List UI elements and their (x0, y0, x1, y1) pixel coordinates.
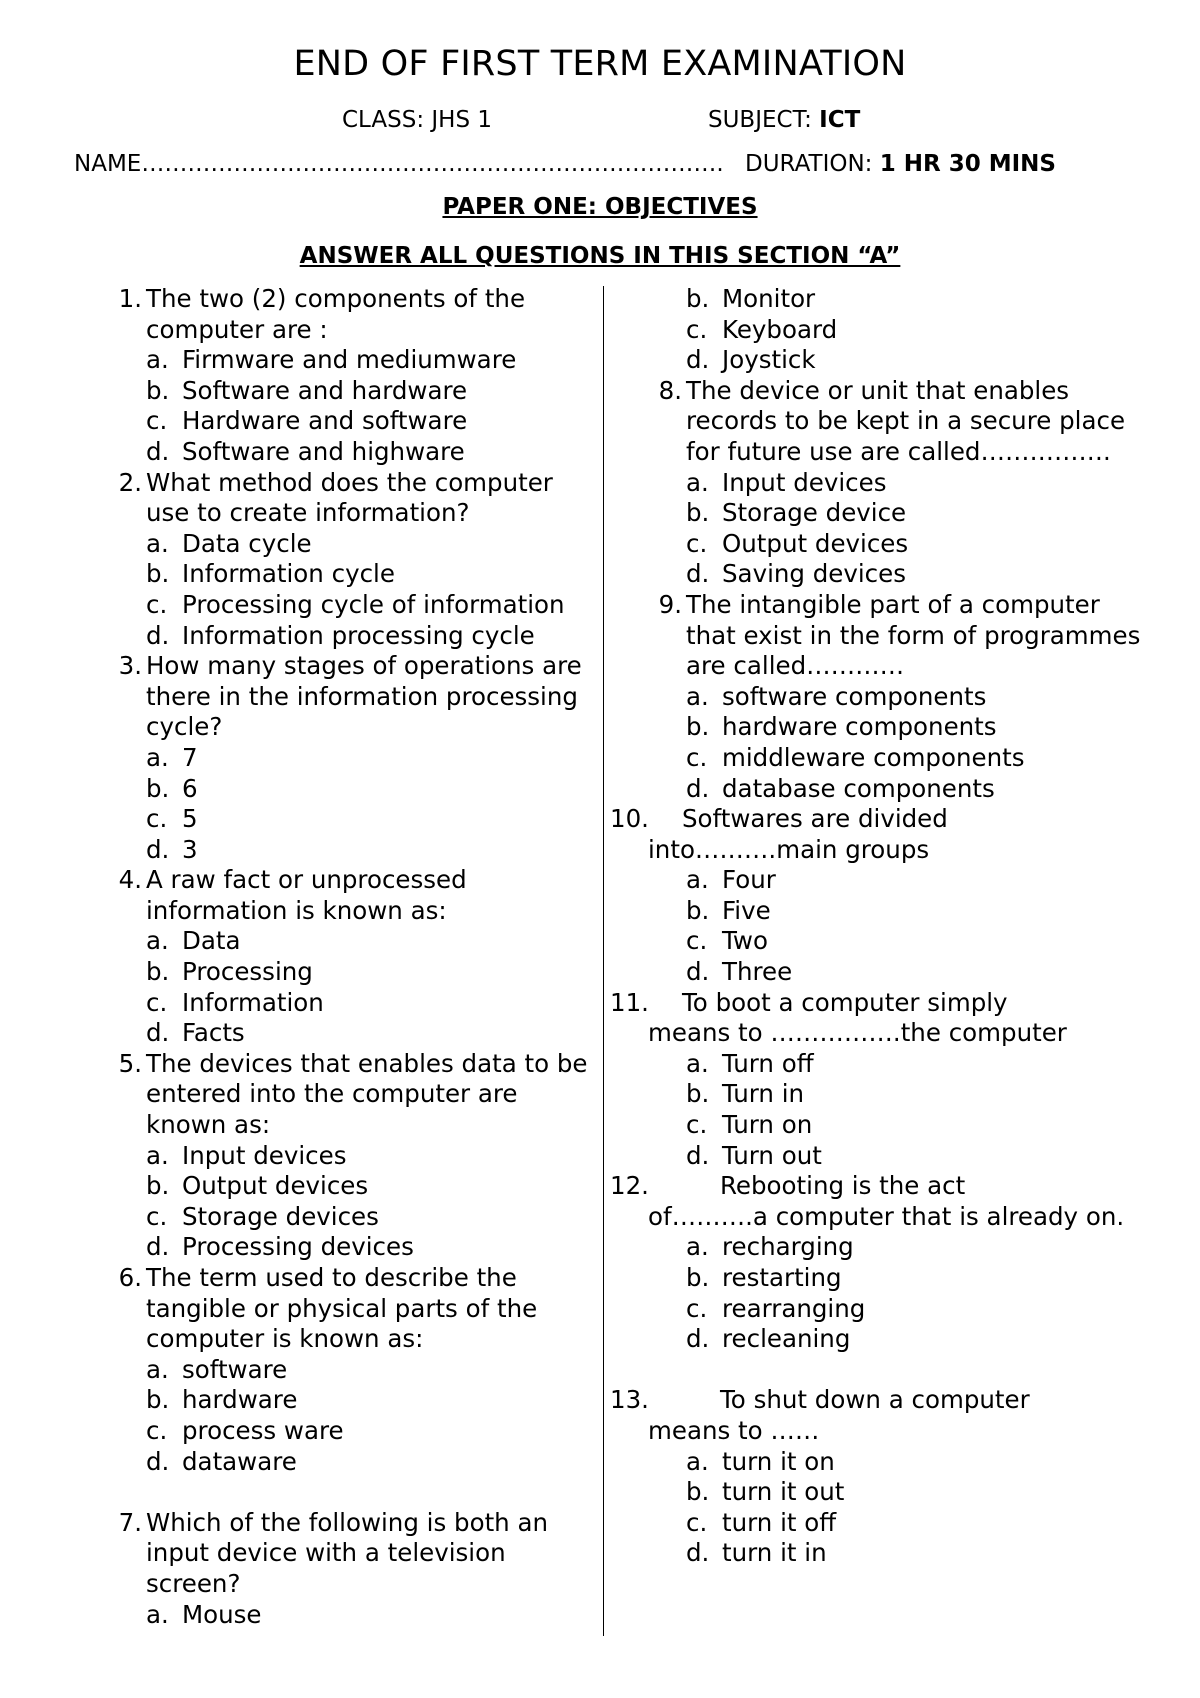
question-text (108, 1263, 598, 1355)
option-letter: d. (146, 834, 170, 864)
option-letter: b. (686, 712, 710, 742)
question-12 (610, 1171, 1143, 1355)
option-letter: d. (686, 1140, 710, 1170)
option-text: Software and highware (182, 436, 465, 466)
option-text: software components (722, 681, 987, 711)
option-letter: a. (686, 467, 709, 497)
subject-value: ICT (819, 107, 861, 133)
question-stem: The term used to describe the tangible or physical parts of the computer is known as: (146, 1263, 538, 1354)
option-c (108, 590, 598, 621)
option-text: Hardware and software (182, 406, 468, 436)
option-text: dataware (182, 1446, 297, 1476)
section-instruction: ANSWER ALL QUESTIONS IN THIS SECTION “A” (299, 243, 901, 269)
option-text: 6 (182, 773, 198, 803)
option-b (648, 712, 1143, 743)
question-text (648, 590, 1143, 682)
left-column (108, 284, 598, 1630)
option-d (108, 1447, 598, 1478)
option-letter: c. (686, 742, 708, 772)
option-letter: a. (146, 742, 169, 772)
option-c (108, 1202, 598, 1233)
option-letter: b. (146, 1171, 170, 1201)
option-c (648, 1294, 1143, 1325)
option-text: middleware components (722, 742, 1025, 772)
option-letter: d. (686, 345, 710, 375)
option-letter: b. (686, 1263, 710, 1292)
question-text (610, 1171, 1143, 1202)
subject-line (708, 107, 860, 133)
class-label: CLASS: JHS 1 (342, 107, 493, 133)
question-text (108, 651, 598, 743)
option-text: turn it out (722, 1477, 845, 1507)
option-text: Processing (182, 957, 313, 987)
option-b (108, 957, 598, 988)
option-c (108, 804, 598, 835)
option-text: 5 (182, 804, 198, 834)
question-stem-first: To shut down a computer (720, 1385, 1030, 1415)
question-stem-rest: of……….a computer that is already on. (648, 1201, 1125, 1231)
option-text: Firmware and mediumware (182, 345, 517, 375)
question-6 (108, 1263, 598, 1477)
question-text (610, 804, 1143, 835)
option-c (648, 926, 1143, 957)
option-c (108, 406, 598, 437)
option-letter: d. (146, 436, 170, 466)
question-stem: The intangible part of a computer that exist in the form of programmes are called………… (686, 589, 1141, 681)
question-text (108, 865, 598, 926)
option-text: rearranging (722, 1293, 866, 1323)
option-c (648, 315, 1143, 346)
option-text: Input devices (722, 467, 887, 497)
option-b (108, 1385, 598, 1416)
question-number: 2. (118, 467, 142, 497)
option-letter: b. (686, 284, 710, 313)
option-letter: a. (146, 528, 169, 558)
option-a (648, 865, 1143, 896)
exam-title: END OF FIRST TERM EXAMINATION (293, 44, 907, 84)
option-a (648, 1049, 1143, 1080)
option-letter: a. (146, 345, 169, 375)
option-text: Information processing cycle (182, 620, 535, 650)
option-text: Processing cycle of information (182, 589, 565, 619)
option-d (648, 1324, 1143, 1355)
option-letter: c. (686, 1110, 708, 1140)
option-text: Input devices (182, 1140, 347, 1170)
question-2 (108, 468, 598, 652)
option-text: Mouse (182, 1599, 262, 1629)
option-a (108, 1141, 598, 1172)
option-text: recharging (722, 1232, 854, 1262)
question-text (108, 468, 598, 529)
option-letter: b. (686, 1079, 710, 1109)
option-text: Turn off (722, 1048, 814, 1078)
option-c (648, 743, 1143, 774)
option-letter: d. (686, 773, 710, 803)
option-text: Output devices (722, 528, 909, 558)
duration-value: 1 HR 30 MINS (879, 151, 1057, 177)
right-column (610, 284, 1143, 1569)
option-a (108, 1600, 598, 1631)
option-text: Data cycle (182, 528, 312, 558)
option-a (108, 926, 598, 957)
question-text (648, 376, 1143, 468)
option-letter: d. (686, 559, 710, 589)
duration-line (745, 151, 1056, 177)
option-letter: c. (686, 528, 708, 558)
spacer (108, 1477, 598, 1508)
question-number: 6. (118, 1263, 142, 1292)
question-stem: The devices that enables data to be entered into the computer are known as: (146, 1048, 588, 1140)
option-d (648, 1141, 1143, 1172)
option-letter: a. (686, 1048, 709, 1078)
option-b (648, 284, 1143, 315)
option-text: turn it in (722, 1538, 827, 1568)
option-text: Monitor (722, 284, 816, 313)
option-text: Four (722, 865, 776, 895)
question-number: 7. (118, 1507, 142, 1537)
question-stem-rest: into……….main groups (648, 834, 930, 864)
option-text: Saving devices (722, 559, 906, 589)
question-8 (648, 376, 1143, 590)
question-stem-rest: means to …………….the computer (648, 1018, 1067, 1048)
option-a (108, 1355, 598, 1386)
option-b (648, 1079, 1143, 1110)
option-letter: b. (146, 375, 170, 405)
option-letter: b. (146, 957, 170, 987)
option-a (648, 468, 1143, 499)
question-9 (648, 590, 1143, 804)
option-letter: a. (146, 926, 169, 956)
question-stem: The two (2) components of the computer are : (146, 284, 526, 344)
option-letter: a. (686, 1232, 709, 1262)
option-letter: d. (686, 1538, 710, 1568)
question-7 (108, 1508, 598, 1630)
question-stem: How many stages of operations are there in the information processing cycle? (146, 651, 582, 742)
question-11 (610, 987, 1143, 1172)
question-text (108, 1049, 598, 1141)
option-a (108, 345, 598, 376)
option-letter: d. (686, 957, 710, 987)
option-d (108, 437, 598, 468)
option-letter: c. (146, 987, 168, 1017)
option-letter: d. (146, 620, 170, 650)
option-c (648, 529, 1143, 560)
option-text: Three (722, 957, 793, 987)
option-text: Turn on (722, 1110, 813, 1140)
option-text: Output devices (182, 1171, 369, 1201)
question-number: 13. (610, 1385, 649, 1415)
option-b (108, 559, 598, 590)
option-letter: c. (146, 406, 168, 436)
option-letter: b. (686, 1477, 710, 1507)
question-text (108, 284, 598, 345)
option-text: 3 (182, 834, 198, 864)
question-stem-first: To boot a computer simply (682, 987, 1008, 1017)
question-4 (108, 865, 598, 1049)
option-a (648, 1447, 1143, 1478)
question-number: 9. (658, 589, 682, 619)
question-stem: What method does the computer use to create information? (146, 467, 553, 528)
question-number: 11. (610, 987, 649, 1017)
option-c (648, 1110, 1143, 1141)
question-number: 10. (610, 804, 649, 834)
option-d (648, 774, 1143, 805)
option-text: software (182, 1354, 288, 1384)
option-text: Two (722, 926, 768, 956)
question-stem: Which of the following is both an input device with a television screen? (146, 1507, 549, 1598)
option-a (108, 529, 598, 560)
option-letter: a. (146, 1599, 169, 1629)
question-text (108, 1508, 598, 1600)
name-field: NAME…………………………………………………………………. (74, 151, 724, 177)
option-a (108, 743, 598, 774)
option-d (108, 1232, 598, 1263)
option-text: Information (182, 987, 324, 1017)
question-3 (108, 651, 598, 865)
question-number: 8. (658, 375, 682, 405)
option-text: hardware (182, 1385, 298, 1415)
option-d (648, 345, 1143, 376)
option-letter: c. (686, 926, 708, 956)
question-stem: A raw fact or unprocessed information is known as: (146, 865, 467, 925)
question-number: 4. (118, 865, 142, 895)
question-stem: The device or unit that enables records to be kept in a secure place for future use are called……………. (686, 375, 1126, 466)
option-c (108, 1416, 598, 1447)
option-d (108, 835, 598, 866)
option-text: Keyboard (722, 314, 838, 344)
option-text: Storage device (722, 498, 907, 528)
option-letter: d. (686, 1324, 710, 1354)
question-stem-first: Rebooting is the act (720, 1171, 966, 1201)
option-b (648, 1263, 1143, 1294)
option-letter: d. (146, 1446, 170, 1476)
option-text: Storage devices (182, 1201, 379, 1231)
option-letter: a. (146, 1354, 169, 1384)
option-text: restarting (722, 1263, 842, 1292)
option-letter: a. (686, 681, 709, 711)
question-number: 5. (118, 1048, 142, 1078)
option-a (648, 682, 1143, 713)
option-b (108, 376, 598, 407)
question-13 (610, 1385, 1143, 1569)
option-letter: c. (146, 1415, 168, 1445)
question-stem-first: Softwares are divided (682, 804, 948, 834)
option-text: 7 (182, 742, 198, 772)
subject-label: SUBJECT: (708, 107, 820, 133)
question-7-continued (648, 284, 1143, 376)
option-text: database components (722, 773, 995, 803)
option-letter: d. (146, 1018, 170, 1048)
option-text: Data (182, 926, 241, 956)
question-stem-rest: means to …… (648, 1415, 820, 1445)
option-letter: c. (146, 589, 168, 619)
option-letter: c. (146, 804, 168, 834)
option-text: Facts (182, 1018, 245, 1048)
option-b (648, 498, 1143, 529)
option-text: Information cycle (182, 559, 395, 589)
option-text: turn it off (722, 1507, 837, 1537)
option-letter: c. (686, 1293, 708, 1323)
option-b (648, 1477, 1143, 1508)
option-d (108, 621, 598, 652)
option-c (108, 988, 598, 1019)
question-5 (108, 1049, 598, 1263)
option-letter: d. (146, 1232, 170, 1262)
question-1 (108, 284, 598, 468)
option-letter: c. (686, 314, 708, 344)
option-letter: b. (686, 498, 710, 528)
question-number: 3. (118, 651, 142, 681)
option-letter: b. (146, 773, 170, 803)
spacer (648, 1355, 1143, 1386)
question-number: 1. (118, 284, 142, 313)
option-text: Joystick (722, 345, 816, 375)
question-number: 12. (610, 1171, 649, 1201)
option-text: Processing devices (182, 1232, 414, 1262)
option-text: process ware (182, 1415, 344, 1445)
option-letter: b. (686, 895, 710, 925)
question-10 (610, 804, 1143, 988)
option-letter: a. (686, 1446, 709, 1476)
option-a (648, 1232, 1143, 1263)
option-text: Turn in (722, 1079, 805, 1109)
option-c (648, 1508, 1143, 1539)
duration-label: DURATION: (745, 151, 880, 177)
option-letter: b. (146, 1385, 170, 1415)
option-text: Five (722, 895, 771, 925)
option-b (648, 896, 1143, 927)
option-text: Turn out (722, 1140, 822, 1170)
option-d (648, 1538, 1143, 1569)
option-letter: c. (146, 1201, 168, 1231)
option-d (648, 957, 1143, 988)
question-text (610, 1385, 1143, 1416)
question-text (610, 987, 1143, 1019)
option-b (108, 1171, 598, 1202)
option-text: turn it on (722, 1446, 835, 1476)
option-text: Software and hardware (182, 375, 468, 405)
option-b (108, 774, 598, 805)
option-letter: a. (686, 865, 709, 895)
column-divider (603, 286, 604, 1636)
option-letter: a. (146, 1140, 169, 1170)
option-d (108, 1018, 598, 1049)
option-d (648, 559, 1143, 590)
option-text: recleaning (722, 1324, 851, 1354)
paper-heading: PAPER ONE: OBJECTIVES (442, 194, 758, 220)
option-letter: c. (686, 1507, 708, 1537)
option-letter: b. (146, 559, 170, 589)
option-text: hardware components (722, 712, 997, 742)
